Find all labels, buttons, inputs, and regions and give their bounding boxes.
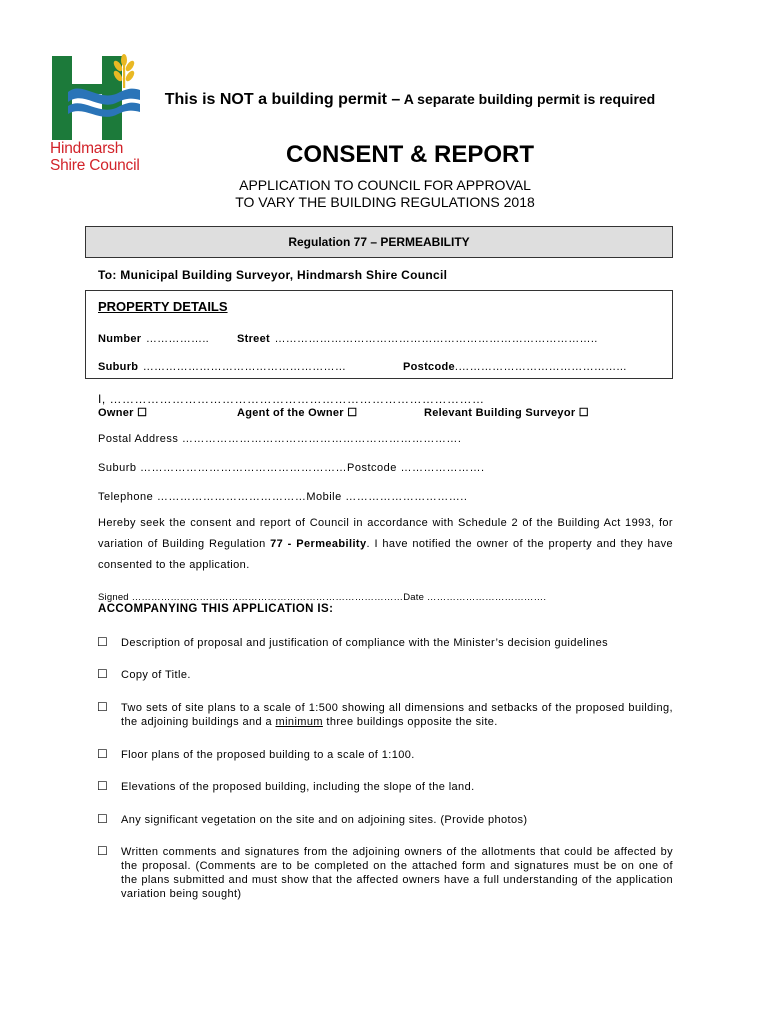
street-field[interactable] [237, 329, 598, 347]
page-title: CONSENT & REPORT [285, 141, 534, 168]
property-details-title: PROPERTY DETAILS [98, 299, 228, 314]
checklist-item-1: Description of proposal and justification of compliance with the Minister’s decision guidelines [121, 637, 608, 649]
suburb-dots: ……………………………………………… [142, 361, 347, 373]
subtitle-line-2: TO VARY THE BUILDING REGULATIONS 2018 [235, 194, 535, 210]
street-dots: ………………………………………………………………………….. [274, 333, 598, 345]
checkbox-7[interactable]: ☐ [97, 844, 108, 858]
checkbox-2[interactable]: ☐ [97, 667, 108, 681]
subtitle-line-1: APPLICATION TO COUNCIL FOR APPROVAL [239, 177, 531, 193]
item-3-before: Two sets of site plans to a scale of 1:500 showing all dimensions and setbacks of the proposed building, the adjoining buildings and a [121, 702, 673, 728]
checkbox-5[interactable]: ☐ [97, 779, 108, 793]
postal-address-field[interactable]: Postal Address ………………………………………………………………. [98, 433, 462, 445]
declaration-after: . I have notified the owner of the property and they have consented to the application. [98, 538, 674, 571]
accompanying-title: ACCOMPANYING THIS APPLICATION IS: [98, 603, 334, 615]
number-label: Number [98, 333, 142, 345]
declaration-before: Hereby seek the consent and report of Council in accordance with Schedule 2 of the Building Act 1993, for variation of Building Regulation [98, 517, 673, 550]
suburb-field[interactable] [98, 357, 346, 375]
checklist-item-3 [121, 701, 673, 729]
checkbox-4[interactable]: ☐ [97, 747, 108, 761]
item-3-underlined: minimum [275, 716, 323, 728]
street-label: Street [237, 333, 270, 345]
number-field[interactable] [98, 329, 209, 347]
number-dots: …………….. [145, 333, 210, 345]
item-3-after: three buildings opposite the site. [322, 716, 498, 728]
signature-date-line[interactable]: Signed …………………………………………………………………………Date ………………………………. [98, 592, 547, 603]
applicant-suburb-field[interactable]: Suburb ………………………………………………Postcode …………………. [98, 462, 485, 474]
logo-text-hindmarsh: Hindmarsh [50, 140, 124, 157]
agent-checkbox[interactable]: Agent of the Owner ☐ [237, 407, 358, 419]
suburb-label: Suburb [98, 361, 139, 373]
postcode-field[interactable] [403, 357, 627, 375]
checklist-item-6: Any significant vegetation on the site and on adjoining sites. (Provide photos) [121, 814, 528, 826]
owner-checkbox[interactable]: Owner ☐ [98, 407, 148, 419]
page-subtitle [150, 177, 620, 211]
checklist-item-7: Written comments and signatures from the adjoining owners of the allotments that could be affected by the proposal. (Comments are to be completed on the attached form and signatures must be on one of the plans submitted and must show that the affected owners have a full understanding of the application variation being sought) [121, 846, 673, 900]
not-a-permit-notice [150, 90, 670, 109]
checkbox-6[interactable]: ☐ [97, 812, 108, 826]
checklist-item-2: Copy of Title. [121, 669, 191, 681]
checklist-item-5: Elevations of the proposed building, including the slope of the land. [121, 781, 475, 793]
telephone-field[interactable]: Telephone …………………………………Mobile ………………………….. [98, 491, 468, 503]
applicant-name-field[interactable]: I, ……………………………………………………………………………… [98, 392, 485, 406]
logo-text-shire-council: Shire Council [50, 157, 140, 174]
notice-rest: A separate building permit is required [400, 91, 656, 107]
checklist-item-4: Floor plans of the proposed building to a scale of 1:100. [121, 749, 415, 761]
declaration-regulation: 77 - Permeability [270, 538, 367, 550]
checkbox-3[interactable]: ☐ [97, 700, 108, 714]
notice-main: This is NOT a building permit – [164, 91, 401, 108]
surveyor-checkbox[interactable]: Relevant Building Surveyor ☐ [424, 407, 589, 419]
addressee-line: To: Municipal Building Surveyor, Hindmarsh Shire Council [98, 268, 448, 282]
postcode-dots: .……………………………………... [454, 361, 627, 373]
checkbox-1[interactable]: ☐ [97, 635, 108, 649]
declaration-paragraph [98, 513, 673, 576]
postcode-label: Postcode [403, 361, 455, 373]
regulation-banner [85, 226, 673, 258]
regulation-text: Regulation 77 – PERMEABILITY [288, 235, 470, 249]
